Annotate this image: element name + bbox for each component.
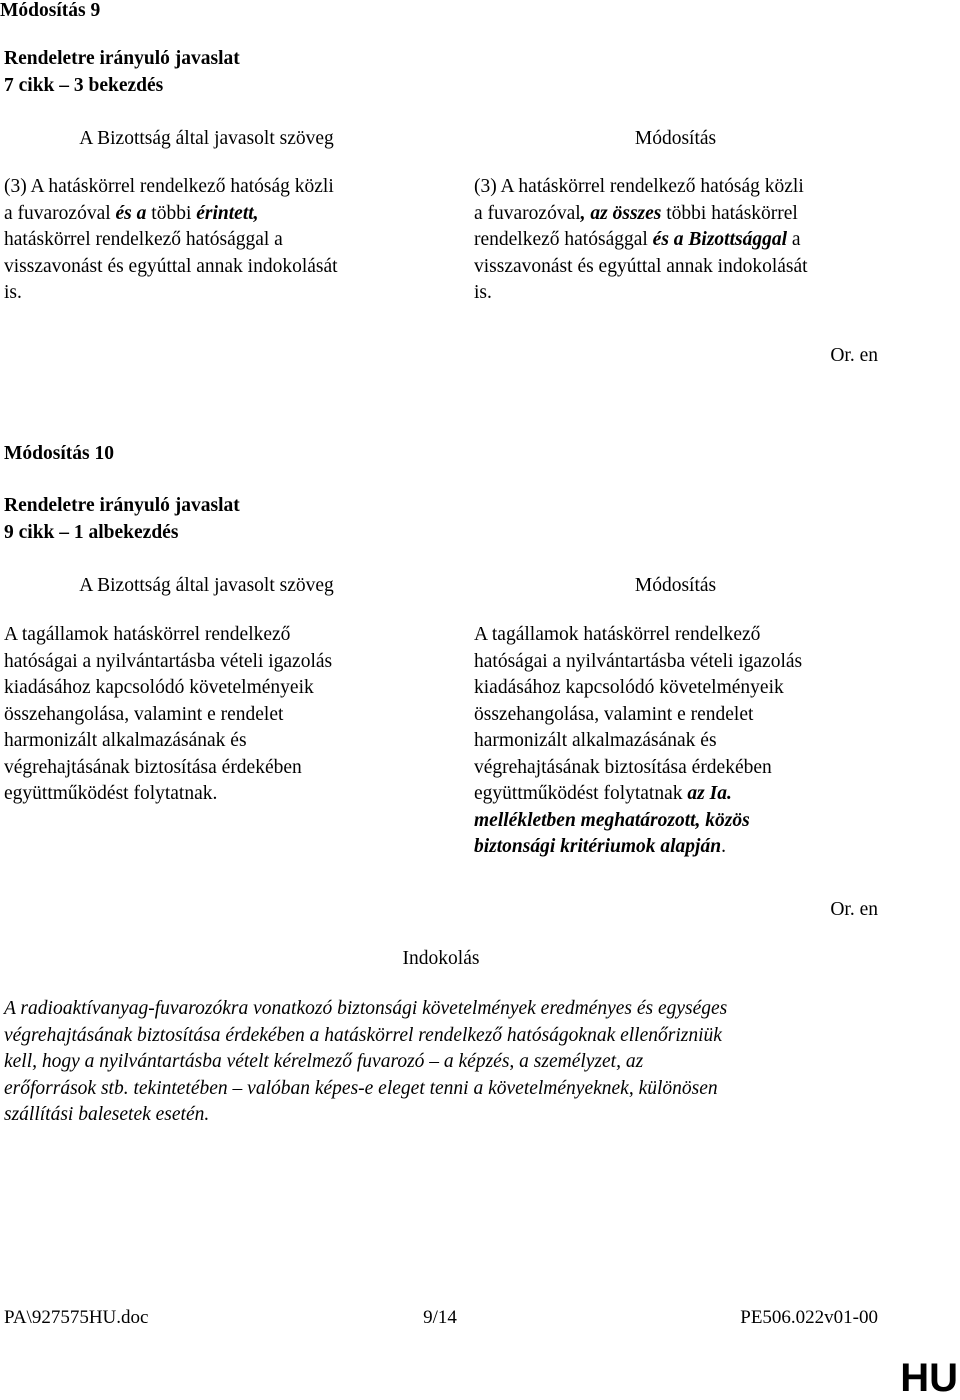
justification-title: Indokolás [402,948,480,969]
text-line: összehangolása, valamint e rendelet [4,703,284,725]
footer-page-number: 9/14 [423,1307,457,1328]
text-line: hatáskörrel rendelkező hatósággal a [4,229,283,250]
text-line: hatóságai a nyilvántartásba vételi igazolás [4,650,333,672]
text-line: hatóságai a nyilvántartásba vételi igazolás [474,650,803,672]
text-line: A tagállamok hatáskörrel rendelkező [4,624,291,645]
text-line: a fuvarozóval, az összes többi hatáskörrel [474,202,798,224]
amendment-9-right-text [474,174,808,307]
footer-doc-path: PA\927575HU.doc [4,1307,149,1328]
text-line: rendelkező hatósággal és a Bizottsággal a [474,229,801,250]
amendment-10-right-header: Módosítás [634,575,717,596]
text-line: harmonizált alkalmazásának és [4,730,247,751]
footer-doc-code: PE506.022v01-00 [740,1307,878,1328]
text-line: (3) A hatáskörrel rendelkező hatóság közli [4,176,334,197]
text-line: mellékletben meghatározott, közös [474,809,750,831]
text-line: A radioaktívanyag-fuvarozókra vonatkozó biztonsági követelmények eredményes és egységes [4,998,728,1019]
text-line: végrehajtásának biztosítása érdekében [474,756,772,778]
text-line: együttműködést folytatnak az Ia. [474,783,732,804]
text-line: biztonsági kritériumok alapján. [474,836,726,857]
text-line: a fuvarozóval és a többi érintett, [4,202,259,224]
text-line: is. [4,282,22,303]
text-line: (3) A hatáskörrel rendelkező hatóság közli [474,176,804,197]
amendment-10-article: 9 cikk – 1 albekezdés [4,522,179,543]
justification-text [4,996,727,1129]
amendment-9-left-header: A Bizottság által javasolt szöveg [79,128,334,149]
text-line: végrehajtásának biztosítása érdekében [4,756,302,778]
amendment-9-original-language: Or. en [830,345,878,366]
amendment-9-title: Módosítás 9 [0,0,101,21]
text-line: végrehajtásának biztosítása érdekében a hatáskörrel rendelkező hatóságoknak ellenőrizniük [4,1024,722,1046]
text-line: kiadásához kapcsolódó követelményeik [4,677,314,698]
text-line: erőforrások stb. tekintetében – valóban képes-e eleget tenni a követelményeknek, különösen [4,1077,718,1099]
amendment-9-right-header: Módosítás [634,128,717,149]
text-line: együttműködést folytatnak. [4,783,218,804]
amendment-9-doc-ref: Rendeletre irányuló javaslat [4,48,240,69]
amendment-9-article: 7 cikk – 3 bekezdés [4,75,164,96]
amendment-10-title: Módosítás 10 [4,443,114,464]
amendment-9-left-text [4,174,338,307]
text-line: visszavonást és egyúttal annak indokolását [474,255,808,277]
amendment-10-original-language: Or. en [830,899,878,920]
text-line: A tagállamok hatáskörrel rendelkező [474,624,761,645]
amendment-10-left-header: A Bizottság által javasolt szöveg [79,575,334,596]
text-line: kell, hogy a nyilvántartásba vételt kérelmező fuvarozó – a képzés, a személyzet, az [4,1051,644,1072]
text-line: visszavonást és egyúttal annak indokolását [4,255,338,277]
text-line: harmonizált alkalmazásának és [474,730,717,751]
text-line: szállítási balesetek esetén. [4,1104,210,1125]
text-line: összehangolása, valamint e rendelet [474,703,754,725]
amendment-10-doc-ref: Rendeletre irányuló javaslat [4,495,240,516]
text-line: kiadásához kapcsolódó követelményeik [474,677,784,698]
amendment-10-left-text [4,622,332,808]
text-line: is. [474,282,492,303]
amendment-10-right-text [474,622,802,861]
language-badge: HU [900,1356,958,1400]
